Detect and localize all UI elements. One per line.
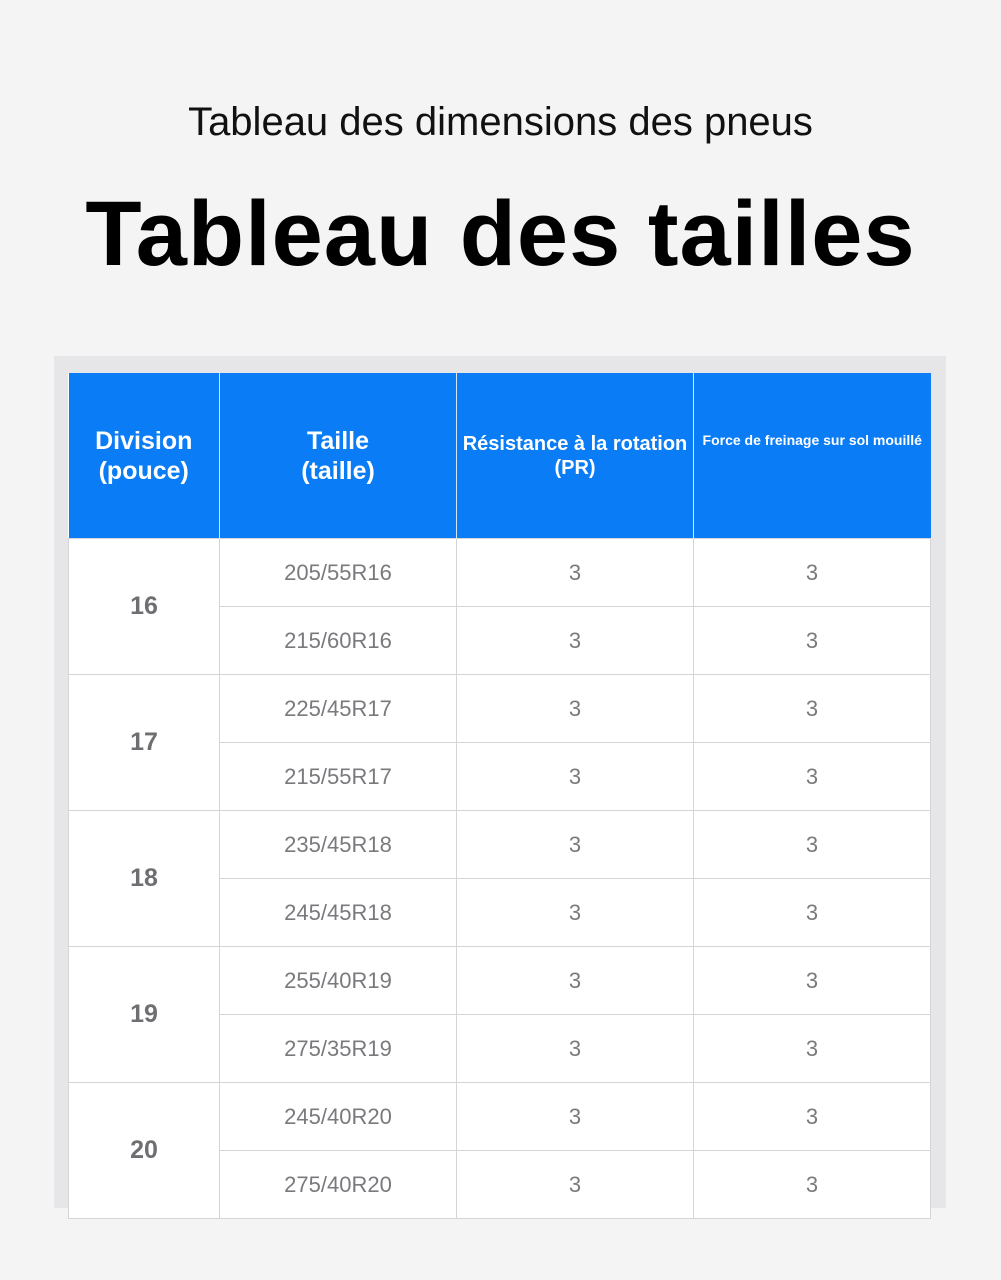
division-cell: 17 [69,675,220,811]
table-body [69,539,931,1219]
size-cell: 225/45R17 [220,675,457,743]
header-taille [220,373,457,539]
force-cell: 3 [694,811,931,879]
header-division-unit: (pouce) [98,456,189,485]
resistance-cell: 3 [457,1083,694,1151]
table-row [69,1083,931,1151]
header-force-label: Force de freinage sur sol mouillé [702,432,922,448]
resistance-cell: 3 [457,539,694,607]
force-cell: 3 [694,1083,931,1151]
division-cell: 19 [69,947,220,1083]
header-resistance-label: Résistance à la rotation [462,432,688,455]
size-table-container [54,356,946,1208]
header-resistance [457,373,694,539]
header-division-label: Division [95,426,193,455]
size-cell: 245/45R18 [220,879,457,947]
header-division [69,373,220,539]
size-cell: 255/40R19 [220,947,457,1015]
force-cell: 3 [694,607,931,675]
header-force [694,373,931,539]
size-cell: 205/55R16 [220,539,457,607]
resistance-cell: 3 [457,607,694,675]
resistance-cell: 3 [457,1151,694,1219]
size-cell: 275/35R19 [220,1015,457,1083]
force-cell: 3 [694,1015,931,1083]
page-title: Tableau des tailles [85,183,916,285]
size-cell: 245/40R20 [220,1083,457,1151]
resistance-cell: 3 [457,1015,694,1083]
size-cell: 235/45R18 [220,811,457,879]
size-table [68,373,931,1219]
header-taille-unit: (taille) [301,456,375,485]
force-cell: 3 [694,743,931,811]
force-cell: 3 [694,879,931,947]
table-row [69,539,931,607]
resistance-cell: 3 [457,879,694,947]
page-subtitle: Tableau des dimensions des pneus [188,100,813,144]
size-cell: 275/40R20 [220,1151,457,1219]
table-header-row [69,373,931,539]
table-row [69,675,931,743]
size-cell: 215/60R16 [220,607,457,675]
division-cell: 16 [69,539,220,675]
force-cell: 3 [694,947,931,1015]
header-resistance-unit: (PR) [554,456,596,479]
table-row [69,811,931,879]
force-cell: 3 [694,539,931,607]
resistance-cell: 3 [457,675,694,743]
force-cell: 3 [694,675,931,743]
size-cell: 215/55R17 [220,743,457,811]
header-taille-label: Taille [306,426,370,455]
division-cell: 20 [69,1083,220,1219]
table-row [69,947,931,1015]
division-cell: 18 [69,811,220,947]
resistance-cell: 3 [457,811,694,879]
force-cell: 3 [694,1151,931,1219]
resistance-cell: 3 [457,743,694,811]
resistance-cell: 3 [457,947,694,1015]
